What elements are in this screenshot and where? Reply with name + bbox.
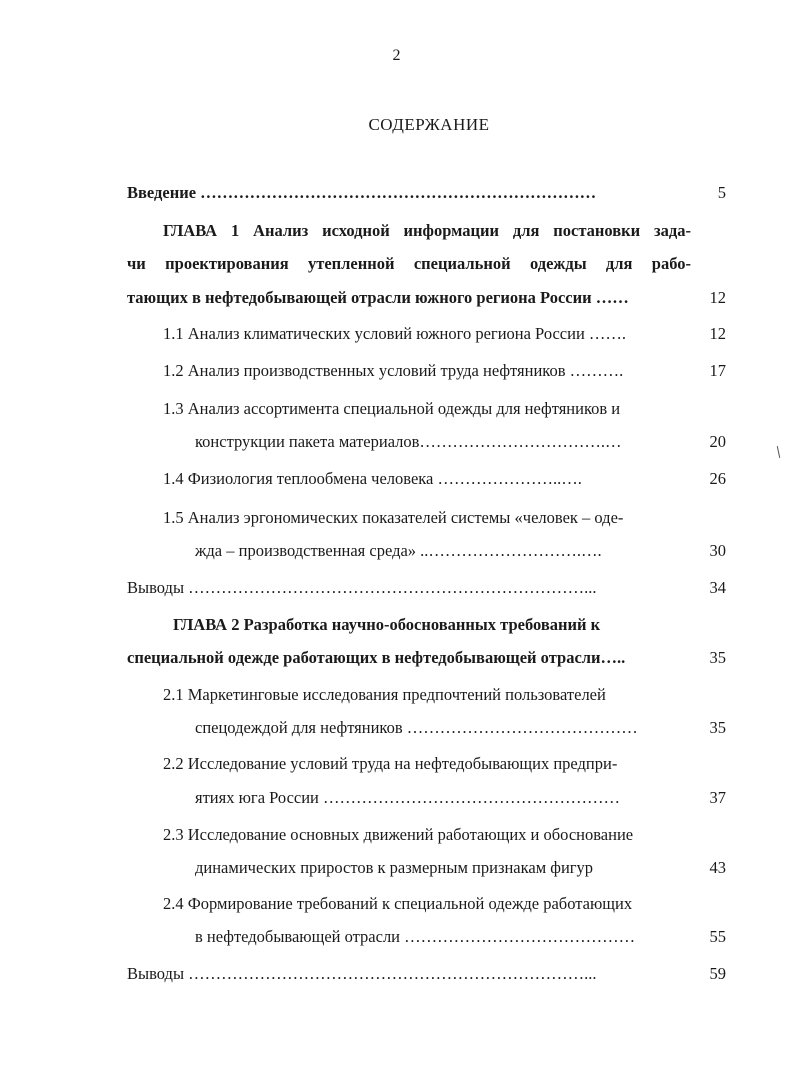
toc-line: Выводы ………………………………………………………………... [127,578,597,597]
toc-line: 2.2 Исследование условий труда на нефтедобывающих предпри- [163,754,618,773]
toc-line: динамических приростов к размерным признакам фигур [195,858,594,877]
toc-page-number: 59 [709,964,726,983]
toc-line: 1.4 Физиология теплообмена человека …………………..…. [163,469,582,488]
toc-line: чи проектирования утепленной специальной одежды для рабо- [127,254,691,273]
toc-line: 1.3 Анализ ассортимента специальной одежды для нефтяников и [163,399,621,418]
toc-line: спецодеждой для нефтяников …………………………………… [195,718,638,737]
toc-page-number: 12 [709,324,726,343]
toc-page-number: 43 [709,858,726,877]
toc-line: ятиях юга России ……………………………………………… [195,788,620,807]
toc-page-number: 34 [709,578,726,597]
toc-line: тающих в нефтедобывающей отрасли южного региона России …… [127,288,629,307]
toc-title: СОДЕРЖАНИЕ [368,115,490,134]
toc-page-number: 35 [709,648,726,667]
toc-page-number: 30 [709,541,726,560]
toc-page-number: 26 [709,469,726,488]
toc-line: 1.2 Анализ производственных условий труда нефтяников ………. [163,361,624,380]
toc-page-number: 12 [709,288,726,307]
toc-line: специальной одежде работающих в нефтедобывающей отрасли….. [127,648,626,667]
margin-mark [777,446,780,458]
toc-line: ГЛАВА 2 Разработка научно-обоснованных требований к [173,615,601,634]
toc-line: Выводы ………………………………………………………………... [127,964,597,983]
toc-page-number: 37 [709,788,726,807]
toc-page-number: 20 [709,432,726,451]
toc-line: 1.5 Анализ эргономических показателей системы «человек – оде- [163,508,624,527]
toc-line: ГЛАВА 1 Анализ исходной информации для постановки зада- [163,221,691,240]
toc-line: 2.1 Маркетинговые исследования предпочтений пользователей [163,685,606,704]
toc-line: жда – производственная среда» ..……………………….…. [195,541,602,560]
toc-page-number: 55 [709,927,726,946]
toc-page-number: 5 [717,183,726,202]
toc-page-number: 17 [709,361,726,380]
toc-line: 1.1 Анализ климатических условий южного региона России ……. [163,324,627,343]
toc-line: 2.3 Исследование основных движений работающих и обоснование [163,825,634,844]
toc-line: в нефтедобывающей отрасли …………………………………… [195,927,636,946]
toc-line: конструкции пакета материалов…………………………….… [195,432,622,451]
toc-line: 2.4 Формирование требований к специальной одежде работающих [163,894,633,913]
toc-line: Введение ……………………………………………………………… [127,183,597,202]
toc-page-number: 35 [709,718,726,737]
page-number: 2 [392,47,401,64]
